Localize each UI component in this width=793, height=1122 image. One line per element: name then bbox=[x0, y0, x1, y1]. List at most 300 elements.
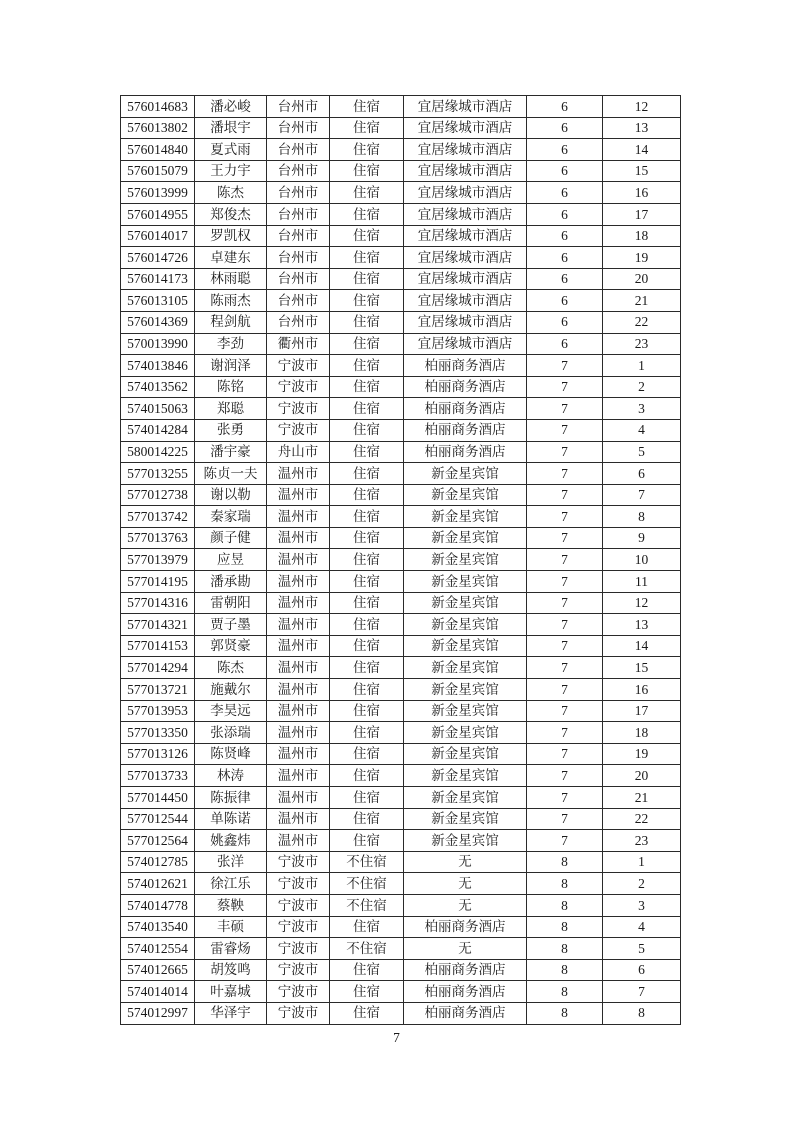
cell-seq: 5 bbox=[603, 441, 681, 463]
cell-city: 台州市 bbox=[267, 290, 330, 312]
cell-stay_status: 住宿 bbox=[330, 247, 404, 269]
cell-seq: 23 bbox=[603, 333, 681, 355]
cell-city: 温州市 bbox=[267, 571, 330, 593]
cell-hotel: 新金星宾馆 bbox=[404, 787, 527, 809]
cell-group: 7 bbox=[527, 787, 603, 809]
cell-seq: 8 bbox=[603, 1002, 681, 1024]
table-row bbox=[121, 851, 681, 873]
cell-city: 温州市 bbox=[267, 635, 330, 657]
table-row bbox=[121, 117, 681, 139]
cell-stay_status: 住宿 bbox=[330, 484, 404, 506]
cell-group: 6 bbox=[527, 160, 603, 182]
cell-city: 温州市 bbox=[267, 743, 330, 765]
cell-stay_status: 住宿 bbox=[330, 722, 404, 744]
cell-stay_status: 住宿 bbox=[330, 830, 404, 852]
cell-hotel: 柏丽商务酒店 bbox=[404, 376, 527, 398]
cell-hotel: 宜居缘城市酒店 bbox=[404, 203, 527, 225]
cell-city: 温州市 bbox=[267, 808, 330, 830]
cell-city: 宁波市 bbox=[267, 916, 330, 938]
cell-hotel: 宜居缘城市酒店 bbox=[404, 182, 527, 204]
cell-id: 574012665 bbox=[121, 959, 195, 981]
cell-name: 陈贞一夫 bbox=[195, 463, 267, 485]
cell-seq: 15 bbox=[603, 160, 681, 182]
cell-hotel: 新金星宾馆 bbox=[404, 765, 527, 787]
cell-id: 576014017 bbox=[121, 225, 195, 247]
cell-seq: 7 bbox=[603, 981, 681, 1003]
cell-seq: 21 bbox=[603, 787, 681, 809]
cell-seq: 20 bbox=[603, 268, 681, 290]
cell-id: 580014225 bbox=[121, 441, 195, 463]
cell-hotel: 新金星宾馆 bbox=[404, 506, 527, 528]
cell-stay_status: 住宿 bbox=[330, 592, 404, 614]
cell-group: 7 bbox=[527, 571, 603, 593]
cell-group: 6 bbox=[527, 247, 603, 269]
table-row bbox=[121, 765, 681, 787]
cell-stay_status: 住宿 bbox=[330, 160, 404, 182]
cell-hotel: 柏丽商务酒店 bbox=[404, 981, 527, 1003]
cell-hotel: 新金星宾馆 bbox=[404, 635, 527, 657]
cell-id: 574012554 bbox=[121, 938, 195, 960]
cell-city: 台州市 bbox=[267, 268, 330, 290]
cell-group: 7 bbox=[527, 765, 603, 787]
table-row bbox=[121, 549, 681, 571]
cell-name: 陈铭 bbox=[195, 376, 267, 398]
table-row bbox=[121, 398, 681, 420]
table-row bbox=[121, 376, 681, 398]
table-row bbox=[121, 787, 681, 809]
table-row bbox=[121, 96, 681, 118]
cell-seq: 9 bbox=[603, 527, 681, 549]
cell-name: 谢以勒 bbox=[195, 484, 267, 506]
cell-id: 577013953 bbox=[121, 700, 195, 722]
cell-name: 张添瑞 bbox=[195, 722, 267, 744]
table-row bbox=[121, 203, 681, 225]
cell-group: 7 bbox=[527, 614, 603, 636]
cell-id: 577012738 bbox=[121, 484, 195, 506]
table-row bbox=[121, 679, 681, 701]
table-row bbox=[121, 463, 681, 485]
cell-group: 6 bbox=[527, 117, 603, 139]
cell-name: 丰硕 bbox=[195, 916, 267, 938]
cell-id: 570013990 bbox=[121, 333, 195, 355]
cell-stay_status: 住宿 bbox=[330, 657, 404, 679]
cell-id: 574012621 bbox=[121, 873, 195, 895]
cell-stay_status: 住宿 bbox=[330, 743, 404, 765]
table-row bbox=[121, 160, 681, 182]
cell-city: 宁波市 bbox=[267, 959, 330, 981]
cell-hotel: 柏丽商务酒店 bbox=[404, 959, 527, 981]
cell-stay_status: 不住宿 bbox=[330, 851, 404, 873]
cell-id: 576015079 bbox=[121, 160, 195, 182]
cell-group: 7 bbox=[527, 441, 603, 463]
cell-id: 576013105 bbox=[121, 290, 195, 312]
cell-stay_status: 住宿 bbox=[330, 333, 404, 355]
table-row bbox=[121, 743, 681, 765]
table-row bbox=[121, 247, 681, 269]
cell-group: 8 bbox=[527, 894, 603, 916]
cell-group: 7 bbox=[527, 722, 603, 744]
cell-name: 华泽宇 bbox=[195, 1002, 267, 1024]
cell-group: 6 bbox=[527, 139, 603, 161]
cell-stay_status: 住宿 bbox=[330, 571, 404, 593]
cell-group: 7 bbox=[527, 679, 603, 701]
cell-id: 577014450 bbox=[121, 787, 195, 809]
cell-hotel: 新金星宾馆 bbox=[404, 743, 527, 765]
cell-name: 陈杰 bbox=[195, 657, 267, 679]
cell-id: 576014955 bbox=[121, 203, 195, 225]
cell-group: 6 bbox=[527, 225, 603, 247]
cell-seq: 16 bbox=[603, 679, 681, 701]
cell-id: 574013562 bbox=[121, 376, 195, 398]
cell-name: 程剑航 bbox=[195, 311, 267, 333]
cell-group: 7 bbox=[527, 830, 603, 852]
cell-seq: 2 bbox=[603, 376, 681, 398]
cell-city: 宁波市 bbox=[267, 1002, 330, 1024]
cell-city: 温州市 bbox=[267, 787, 330, 809]
cell-name: 夏式雨 bbox=[195, 139, 267, 161]
table-row bbox=[121, 311, 681, 333]
cell-hotel: 无 bbox=[404, 894, 527, 916]
cell-seq: 7 bbox=[603, 484, 681, 506]
cell-stay_status: 住宿 bbox=[330, 203, 404, 225]
cell-city: 温州市 bbox=[267, 700, 330, 722]
cell-seq: 8 bbox=[603, 506, 681, 528]
cell-seq: 18 bbox=[603, 722, 681, 744]
cell-id: 576014840 bbox=[121, 139, 195, 161]
cell-name: 单陈诺 bbox=[195, 808, 267, 830]
cell-seq: 17 bbox=[603, 203, 681, 225]
cell-city: 温州市 bbox=[267, 657, 330, 679]
cell-stay_status: 住宿 bbox=[330, 614, 404, 636]
cell-hotel: 新金星宾馆 bbox=[404, 463, 527, 485]
cell-name: 蔡鞅 bbox=[195, 894, 267, 916]
cell-name: 秦家瑞 bbox=[195, 506, 267, 528]
cell-id: 574012785 bbox=[121, 851, 195, 873]
cell-stay_status: 住宿 bbox=[330, 290, 404, 312]
table-row bbox=[121, 355, 681, 377]
cell-id: 577013763 bbox=[121, 527, 195, 549]
cell-city: 台州市 bbox=[267, 247, 330, 269]
cell-seq: 4 bbox=[603, 916, 681, 938]
cell-hotel: 柏丽商务酒店 bbox=[404, 1002, 527, 1024]
table-row bbox=[121, 722, 681, 744]
cell-id: 577013721 bbox=[121, 679, 195, 701]
cell-id: 576013802 bbox=[121, 117, 195, 139]
cell-hotel: 新金星宾馆 bbox=[404, 830, 527, 852]
cell-group: 6 bbox=[527, 311, 603, 333]
cell-hotel: 宜居缘城市酒店 bbox=[404, 247, 527, 269]
cell-seq: 15 bbox=[603, 657, 681, 679]
cell-stay_status: 不住宿 bbox=[330, 938, 404, 960]
cell-group: 7 bbox=[527, 355, 603, 377]
table-row bbox=[121, 614, 681, 636]
table-row bbox=[121, 592, 681, 614]
cell-group: 8 bbox=[527, 1002, 603, 1024]
cell-hotel: 宜居缘城市酒店 bbox=[404, 225, 527, 247]
cell-seq: 10 bbox=[603, 549, 681, 571]
cell-seq: 11 bbox=[603, 571, 681, 593]
cell-city: 台州市 bbox=[267, 203, 330, 225]
table-row bbox=[121, 830, 681, 852]
cell-seq: 1 bbox=[603, 851, 681, 873]
cell-name: 李昊远 bbox=[195, 700, 267, 722]
cell-stay_status: 住宿 bbox=[330, 355, 404, 377]
cell-seq: 13 bbox=[603, 614, 681, 636]
cell-city: 宁波市 bbox=[267, 894, 330, 916]
cell-hotel: 新金星宾馆 bbox=[404, 722, 527, 744]
cell-seq: 19 bbox=[603, 247, 681, 269]
cell-city: 衢州市 bbox=[267, 333, 330, 355]
cell-stay_status: 住宿 bbox=[330, 679, 404, 701]
cell-name: 谢润泽 bbox=[195, 355, 267, 377]
cell-name: 陈雨杰 bbox=[195, 290, 267, 312]
cell-seq: 12 bbox=[603, 96, 681, 118]
cell-name: 雷朝阳 bbox=[195, 592, 267, 614]
cell-name: 罗凯权 bbox=[195, 225, 267, 247]
cell-name: 郑俊杰 bbox=[195, 203, 267, 225]
cell-seq: 2 bbox=[603, 873, 681, 895]
cell-stay_status: 住宿 bbox=[330, 1002, 404, 1024]
cell-city: 温州市 bbox=[267, 484, 330, 506]
cell-hotel: 无 bbox=[404, 851, 527, 873]
cell-city: 宁波市 bbox=[267, 851, 330, 873]
cell-hotel: 新金星宾馆 bbox=[404, 549, 527, 571]
cell-name: 郑聪 bbox=[195, 398, 267, 420]
cell-city: 宁波市 bbox=[267, 981, 330, 1003]
cell-hotel: 宜居缘城市酒店 bbox=[404, 96, 527, 118]
cell-group: 7 bbox=[527, 484, 603, 506]
cell-seq: 3 bbox=[603, 398, 681, 420]
cell-stay_status: 住宿 bbox=[330, 981, 404, 1003]
cell-city: 温州市 bbox=[267, 527, 330, 549]
cell-city: 台州市 bbox=[267, 311, 330, 333]
cell-hotel: 柏丽商务酒店 bbox=[404, 916, 527, 938]
cell-id: 574012997 bbox=[121, 1002, 195, 1024]
table-row bbox=[121, 419, 681, 441]
cell-hotel: 新金星宾馆 bbox=[404, 527, 527, 549]
table-row bbox=[121, 873, 681, 895]
cell-hotel: 宜居缘城市酒店 bbox=[404, 311, 527, 333]
table-row bbox=[121, 441, 681, 463]
cell-hotel: 宜居缘城市酒店 bbox=[404, 117, 527, 139]
table-row bbox=[121, 571, 681, 593]
cell-seq: 18 bbox=[603, 225, 681, 247]
table-row bbox=[121, 894, 681, 916]
cell-name: 张洋 bbox=[195, 851, 267, 873]
cell-hotel: 宜居缘城市酒店 bbox=[404, 160, 527, 182]
cell-stay_status: 不住宿 bbox=[330, 894, 404, 916]
cell-city: 温州市 bbox=[267, 592, 330, 614]
cell-group: 7 bbox=[527, 743, 603, 765]
cell-seq: 20 bbox=[603, 765, 681, 787]
cell-stay_status: 住宿 bbox=[330, 419, 404, 441]
cell-hotel: 柏丽商务酒店 bbox=[404, 355, 527, 377]
cell-city: 宁波市 bbox=[267, 419, 330, 441]
table-row bbox=[121, 506, 681, 528]
cell-hotel: 宜居缘城市酒店 bbox=[404, 290, 527, 312]
cell-id: 577013979 bbox=[121, 549, 195, 571]
cell-name: 王力宇 bbox=[195, 160, 267, 182]
cell-seq: 16 bbox=[603, 182, 681, 204]
cell-stay_status: 住宿 bbox=[330, 506, 404, 528]
cell-city: 温州市 bbox=[267, 463, 330, 485]
cell-stay_status: 住宿 bbox=[330, 225, 404, 247]
cell-city: 宁波市 bbox=[267, 938, 330, 960]
cell-id: 574015063 bbox=[121, 398, 195, 420]
cell-stay_status: 住宿 bbox=[330, 311, 404, 333]
cell-group: 7 bbox=[527, 657, 603, 679]
cell-seq: 14 bbox=[603, 635, 681, 657]
cell-group: 6 bbox=[527, 96, 603, 118]
table-row bbox=[121, 916, 681, 938]
cell-name: 张勇 bbox=[195, 419, 267, 441]
cell-group: 7 bbox=[527, 549, 603, 571]
cell-stay_status: 住宿 bbox=[330, 700, 404, 722]
table-row bbox=[121, 1002, 681, 1024]
cell-hotel: 柏丽商务酒店 bbox=[404, 419, 527, 441]
cell-name: 潘宇豪 bbox=[195, 441, 267, 463]
cell-name: 陈杰 bbox=[195, 182, 267, 204]
table-row bbox=[121, 981, 681, 1003]
cell-stay_status: 住宿 bbox=[330, 527, 404, 549]
cell-hotel: 宜居缘城市酒店 bbox=[404, 139, 527, 161]
cell-name: 陈贤峰 bbox=[195, 743, 267, 765]
cell-hotel: 柏丽商务酒店 bbox=[404, 398, 527, 420]
cell-name: 卓建东 bbox=[195, 247, 267, 269]
table-row bbox=[121, 657, 681, 679]
cell-seq: 12 bbox=[603, 592, 681, 614]
cell-stay_status: 住宿 bbox=[330, 787, 404, 809]
table-row bbox=[121, 182, 681, 204]
cell-stay_status: 住宿 bbox=[330, 765, 404, 787]
cell-hotel: 无 bbox=[404, 938, 527, 960]
cell-hotel: 新金星宾馆 bbox=[404, 484, 527, 506]
cell-hotel: 新金星宾馆 bbox=[404, 657, 527, 679]
cell-stay_status: 住宿 bbox=[330, 398, 404, 420]
cell-id: 577013126 bbox=[121, 743, 195, 765]
cell-stay_status: 住宿 bbox=[330, 959, 404, 981]
table-row bbox=[121, 808, 681, 830]
cell-city: 台州市 bbox=[267, 96, 330, 118]
cell-id: 576014726 bbox=[121, 247, 195, 269]
cell-id: 574013846 bbox=[121, 355, 195, 377]
cell-stay_status: 住宿 bbox=[330, 463, 404, 485]
cell-city: 舟山市 bbox=[267, 441, 330, 463]
cell-stay_status: 住宿 bbox=[330, 549, 404, 571]
cell-id: 577014321 bbox=[121, 614, 195, 636]
cell-seq: 3 bbox=[603, 894, 681, 916]
cell-name: 姚鑫炜 bbox=[195, 830, 267, 852]
table-row bbox=[121, 938, 681, 960]
table-row bbox=[121, 290, 681, 312]
cell-stay_status: 住宿 bbox=[330, 376, 404, 398]
table-row bbox=[121, 635, 681, 657]
cell-name: 潘承勘 bbox=[195, 571, 267, 593]
cell-seq: 21 bbox=[603, 290, 681, 312]
cell-id: 577012564 bbox=[121, 830, 195, 852]
cell-seq: 6 bbox=[603, 463, 681, 485]
cell-city: 宁波市 bbox=[267, 398, 330, 420]
cell-group: 7 bbox=[527, 808, 603, 830]
cell-city: 温州市 bbox=[267, 506, 330, 528]
cell-seq: 13 bbox=[603, 117, 681, 139]
cell-hotel: 宜居缘城市酒店 bbox=[404, 333, 527, 355]
cell-id: 576013999 bbox=[121, 182, 195, 204]
cell-city: 宁波市 bbox=[267, 376, 330, 398]
cell-stay_status: 住宿 bbox=[330, 268, 404, 290]
cell-city: 台州市 bbox=[267, 160, 330, 182]
cell-name: 颜子健 bbox=[195, 527, 267, 549]
cell-name: 潘必峻 bbox=[195, 96, 267, 118]
cell-city: 台州市 bbox=[267, 117, 330, 139]
cell-name: 施戴尔 bbox=[195, 679, 267, 701]
cell-city: 温州市 bbox=[267, 722, 330, 744]
cell-hotel: 无 bbox=[404, 873, 527, 895]
cell-id: 576014683 bbox=[121, 96, 195, 118]
cell-id: 577012544 bbox=[121, 808, 195, 830]
cell-seq: 22 bbox=[603, 311, 681, 333]
cell-group: 7 bbox=[527, 527, 603, 549]
cell-group: 7 bbox=[527, 700, 603, 722]
cell-id: 577014294 bbox=[121, 657, 195, 679]
cell-seq: 22 bbox=[603, 808, 681, 830]
cell-stay_status: 住宿 bbox=[330, 96, 404, 118]
cell-stay_status: 住宿 bbox=[330, 441, 404, 463]
table-row bbox=[121, 139, 681, 161]
cell-id: 577014316 bbox=[121, 592, 195, 614]
table-row bbox=[121, 484, 681, 506]
cell-group: 6 bbox=[527, 290, 603, 312]
roster-table-body bbox=[121, 96, 681, 1025]
cell-id: 574013540 bbox=[121, 916, 195, 938]
cell-name: 郭贤豪 bbox=[195, 635, 267, 657]
cell-city: 台州市 bbox=[267, 139, 330, 161]
cell-group: 7 bbox=[527, 635, 603, 657]
cell-id: 577013350 bbox=[121, 722, 195, 744]
cell-seq: 19 bbox=[603, 743, 681, 765]
cell-city: 温州市 bbox=[267, 614, 330, 636]
cell-name: 陈振律 bbox=[195, 787, 267, 809]
cell-group: 6 bbox=[527, 182, 603, 204]
cell-stay_status: 住宿 bbox=[330, 635, 404, 657]
cell-id: 577014153 bbox=[121, 635, 195, 657]
table-row bbox=[121, 225, 681, 247]
cell-group: 8 bbox=[527, 873, 603, 895]
cell-group: 7 bbox=[527, 592, 603, 614]
cell-id: 576014173 bbox=[121, 268, 195, 290]
cell-group: 7 bbox=[527, 376, 603, 398]
table-row bbox=[121, 700, 681, 722]
cell-name: 贾子墨 bbox=[195, 614, 267, 636]
cell-group: 7 bbox=[527, 398, 603, 420]
cell-name: 应昱 bbox=[195, 549, 267, 571]
cell-group: 6 bbox=[527, 203, 603, 225]
cell-seq: 4 bbox=[603, 419, 681, 441]
cell-name: 林涛 bbox=[195, 765, 267, 787]
page-number: 7 bbox=[393, 1030, 400, 1045]
cell-seq: 14 bbox=[603, 139, 681, 161]
roster-table bbox=[120, 95, 681, 1025]
cell-seq: 6 bbox=[603, 959, 681, 981]
cell-group: 8 bbox=[527, 938, 603, 960]
cell-id: 574014778 bbox=[121, 894, 195, 916]
cell-name: 胡笈鸣 bbox=[195, 959, 267, 981]
cell-hotel: 新金星宾馆 bbox=[404, 808, 527, 830]
cell-city: 温州市 bbox=[267, 679, 330, 701]
cell-name: 李劲 bbox=[195, 333, 267, 355]
cell-city: 台州市 bbox=[267, 182, 330, 204]
cell-stay_status: 住宿 bbox=[330, 916, 404, 938]
